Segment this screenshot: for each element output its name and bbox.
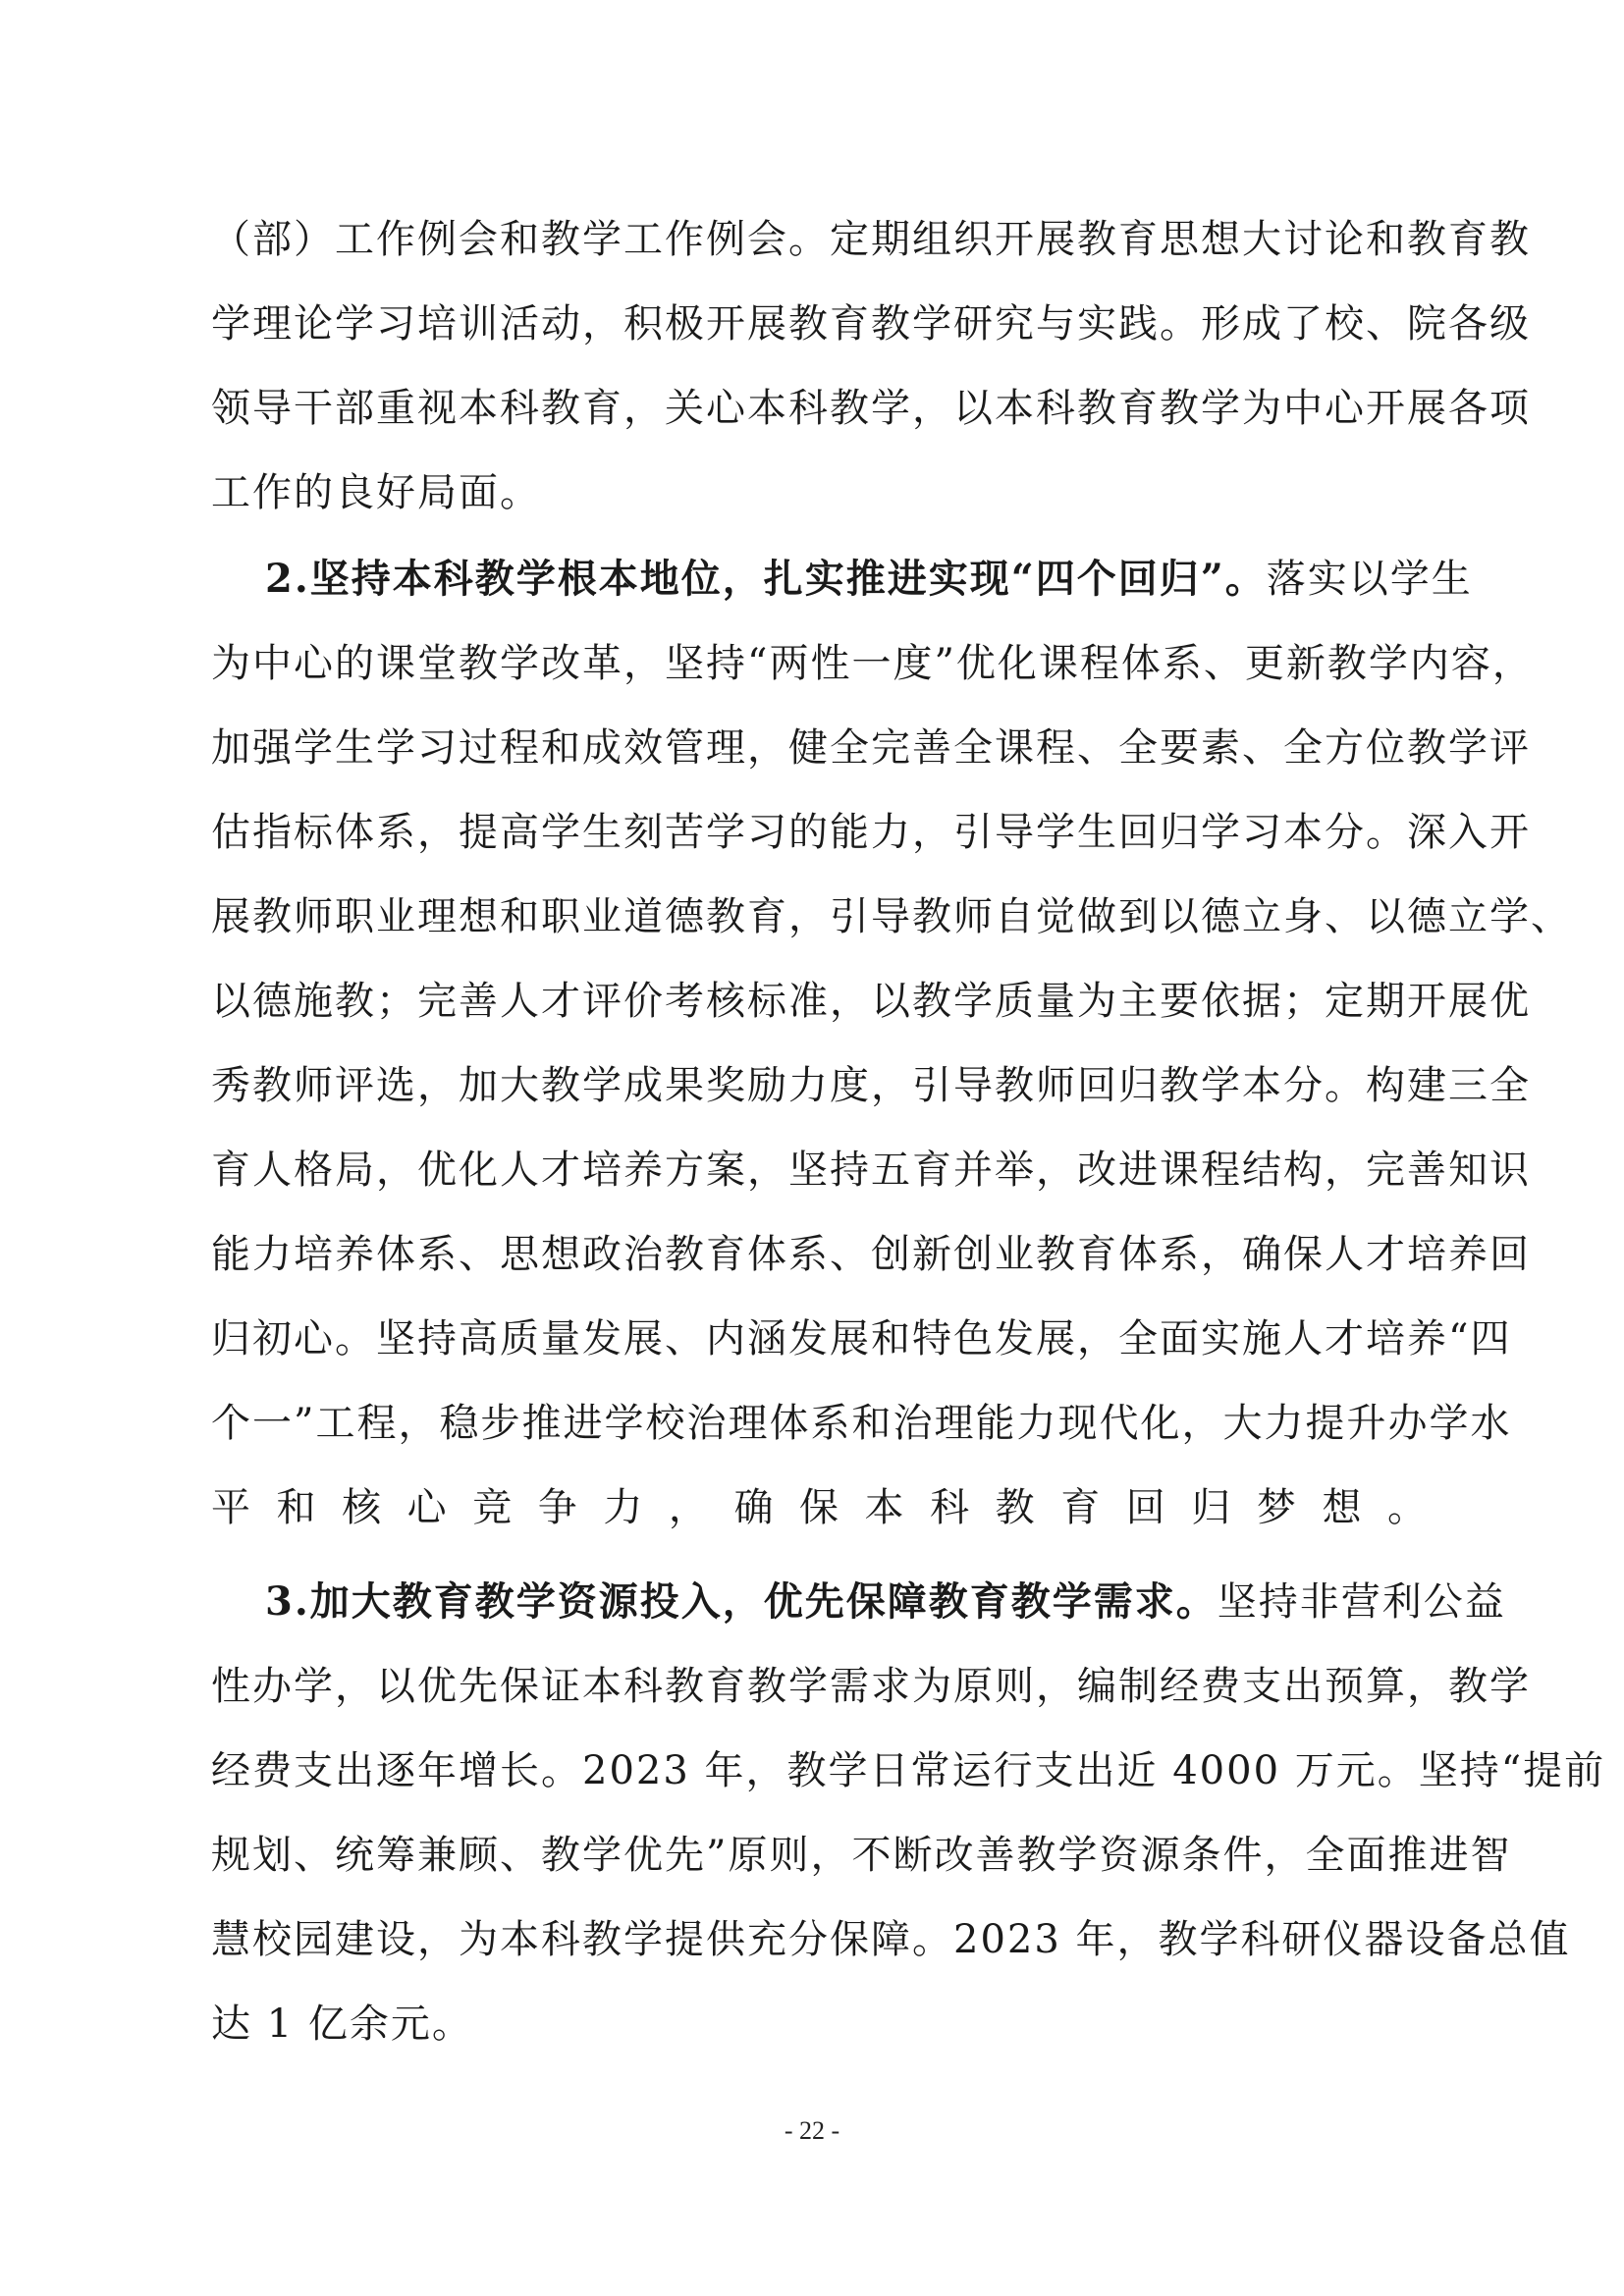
paragraph-first-line-rest: 坚持非营利公益 [1217, 1579, 1506, 1625]
text-line: 性办学，以优先保证本科教育教学需求为原则，编制经费支出预算，教学 [211, 1664, 1531, 1709]
text-line: 工作的良好局面。 [211, 470, 541, 515]
text-line: 估指标体系，提高学生刻苦学习的能力，引导学生回归学习本分。深入开 [211, 810, 1531, 855]
text-line: （部）工作例会和教学工作例会。定期组织开展教育思想大讨论和教育教 [211, 217, 1531, 262]
text-line: 平和核心竞争力，确保本科教育回归梦想。 [211, 1485, 1429, 1530]
page-number: - 22 - [784, 2116, 840, 2145]
paragraph-first-line [265, 1561, 1506, 1643]
text-line: 经费支出逐年增长。2023 年，教学日常运行支出近 4000 万元。坚持“提前 [211, 1748, 1606, 1793]
text-line: 展教师职业理想和职业道德教育，引导教师自觉做到以德立身、以德立学、 [211, 894, 1572, 939]
paragraph-first-line [265, 538, 1473, 620]
text-line: 能力培养体系、思想政治教育体系、创新创业教育体系，确保人才培养回 [211, 1232, 1531, 1277]
text-line: 学理论学习培训活动，积极开展教育教学研究与实践。形成了校、院各级 [211, 301, 1531, 347]
text-line: 领导干部重视本科教育，关心本科教学，以本科教育教学为中心开展各项 [211, 386, 1531, 431]
text-line: 育人格局，优化人才培养方案，坚持五育并举，改进课程结构，完善知识 [211, 1148, 1531, 1193]
text-line: 加强学生学习过程和成效管理，健全完善全课程、全要素、全方位教学评 [211, 725, 1531, 771]
text-line: 以德施教；完善人才评价考核标准，以教学质量为主要依据；定期开展优 [211, 979, 1531, 1024]
text-line: 为中心的课堂教学改革，坚持“两性一度”优化课程体系、更新教学内容， [211, 641, 1534, 686]
text-line: 达 1 亿余元。 [211, 2002, 473, 2047]
text-line: 规划、统筹兼顾、教学优先”原则，不断改善教学资源条件，全面推进智 [211, 1833, 1512, 1878]
text-line: 归初心。坚持高质量发展、内涵发展和特色发展，全面实施人才培养“四 [211, 1316, 1512, 1362]
text-line: 个一”工程，稳步推进学校治理体系和治理能力现代化，大力提升办学水 [211, 1401, 1512, 1446]
text-line: 秀教师评选，加大教学成果奖励力度，引导教师回归教学本分。构建三全 [211, 1063, 1531, 1108]
paragraph-heading: 2.坚持本科教学根本地位，扎实推进实现“四个回归”。 [265, 556, 1267, 602]
paragraph-first-line-rest: 落实以学生 [1266, 557, 1473, 602]
text-line: 慧校园建设，为本科教学提供充分保障。2023 年，教学科研仪器设备总值 [211, 1917, 1571, 1962]
paragraph-heading: 3.加大教育教学资源投入，优先保障教育教学需求。 [265, 1578, 1218, 1625]
